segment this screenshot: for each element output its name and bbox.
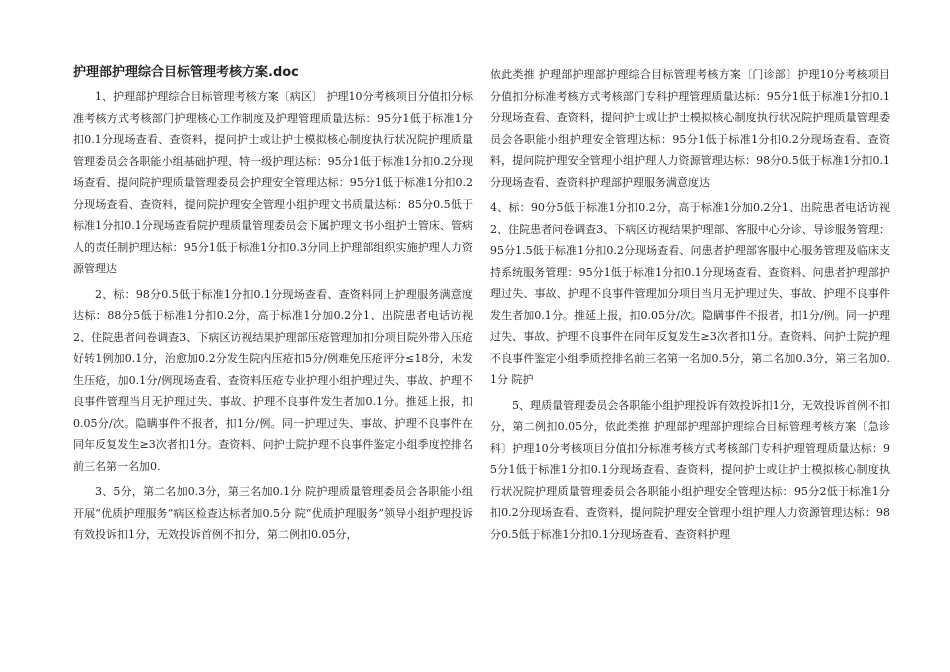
document-title: 护理部护理综合目标管理考核方案.doc bbox=[73, 65, 299, 80]
paragraph-2: 2、标：98分0.5低于标准1分扣0.1分现场查看、查资料同上护理服务满意度达标：88分5低于标准1分扣0.2分，高于标准1分加0.2分1、出院患者电话访视2、住院患者问卷调查3、下病区访视结果护理部压疮管理加扣分项目院外带入压疮好转1例加0.1分，治愈加0.2分发生院内压疮扣5分/例难免压疮评分≤18分，未发生压疮，加0.1分/例现场查看、查资料压疮专业护理小组护理过失、事故、护理不良事件管理当月无护理过失、事故、护理不良事件发生者加0.1分。推延上报，扣0.05分/次。隐瞒事件不报者，扣1分/例。同一护理过失、事故、护理不良事件在同年反复发生≥3次者扣1分。查资料、问护士院护理不良事件鉴定小组季度控排名前三名第一名加0. bbox=[73, 287, 473, 473]
paragraph-4: 4、标：90分5低于标准1分扣0.2分，高于标准1分加0.2分1、出院患者电话访视2、住院患者问卷调查3、下病区访视结果护理部、客服中心分诊、导诊服务管理：95分1.5低于标准1分扣0.2分现场查看、问患者护理部客服中心服务管理及临床支持系统服务管理：95分1低于标准1分扣0.1分现场查看、查资料、问患者护理部护理过失、事故、护理不良事件管理加分项目当月无护理过失、事故、护理不良事件发生者加0.1分。推延上报，扣0.05分/次。隐瞒事件不报者，扣1分/例。同一护理过失、事故、护理不良事件在同年反复发生≥3次者扣1分。查资料、问护士院护理不良事件鉴定小组季质控排名前三名第一名加0.5分，第二名加0.3分，第三名加0.1分 院护 bbox=[490, 201, 890, 386]
paragraph-5: 5、理质量管理委员会各职能小组护理投诉有效投诉扣1分，无效投诉首例不扣分，第二例扣0.05分，依此类推 护理部护理部护理综合目标管理考核方案〔急诊科〕护理10分考核项目分值扣分标准考核方式考核部门专科护理管理质量达标：95分1低于标准1分扣0.1分现场查看、查资料，提问护士或让护士模拟核心制度执行状况院护理质量管理委员会各职能小组护理安全管理达标：95分2低于标准1分扣0.2分现场查看、查资料，提问院护理安全管理小组护理人力资源管理达标：98分0.5低于标准1分扣0.1分现场查看、查资料护理 bbox=[490, 398, 890, 541]
paragraph-3: 3、5分，第二名加0.3分，第三名加0.1分 院护理质量管理委员会各职能小组开展“优质护理服务”病区检查达标者加0.5分 院“优质护理服务”领导小组护理投诉有效投诉扣1分，无效投诉首例不扣分，第二例扣0.05分， bbox=[73, 485, 473, 541]
right-column bbox=[490, 64, 890, 549]
paragraph-1: 1、护理部护理综合目标管理考核方案〔病区〕 护理10分考核项目分值扣分标准考核方式考核部门护理核心工作制度及护理管理质量达标：95分1低于标准1分扣0.1分现场查看、查资料，提问护士或让护士模拟核心制度执行状况院护理质量管理委员会各职能小组基础护理、特一级护理达标：95分1低于标准1分扣0.2分现场查看、提问院护理质量管理委员会护理安全管理达标：95分1低于标准1分扣0.2分现场查看、查资料，提问院护理安全管理小组护理文书质量达标：85分0.5低于标准1分扣0.1分现场查看院护理质量管理委员会下属护理文书小组护士管床、管病人的责任制护理达标：95分1低于标准1分扣0.3分同上护理部组织实施护理人力资源管理达 bbox=[73, 90, 473, 275]
paragraph-3-continued: 依此类推 护理部护理部护理综合目标管理考核方案〔门诊部〕护理10分考核项目分值扣分标准考核方式考核部门专科护理管理质量达标：95分1低于标准1分扣0.1分现场查看、查资料，提问护士或让护士模拟核心制度执行状况院护理质量管理委员会各职能小组护理安全管理达标：95分1低于标准1分扣0.2分现场查看、查资料，提问院护理安全管理小组护理人力资源管理达标：98分0.5低于标准1分扣0.1分现场查看、查资料护理部护理服务满意度达 bbox=[490, 68, 890, 189]
left-column bbox=[73, 60, 473, 550]
